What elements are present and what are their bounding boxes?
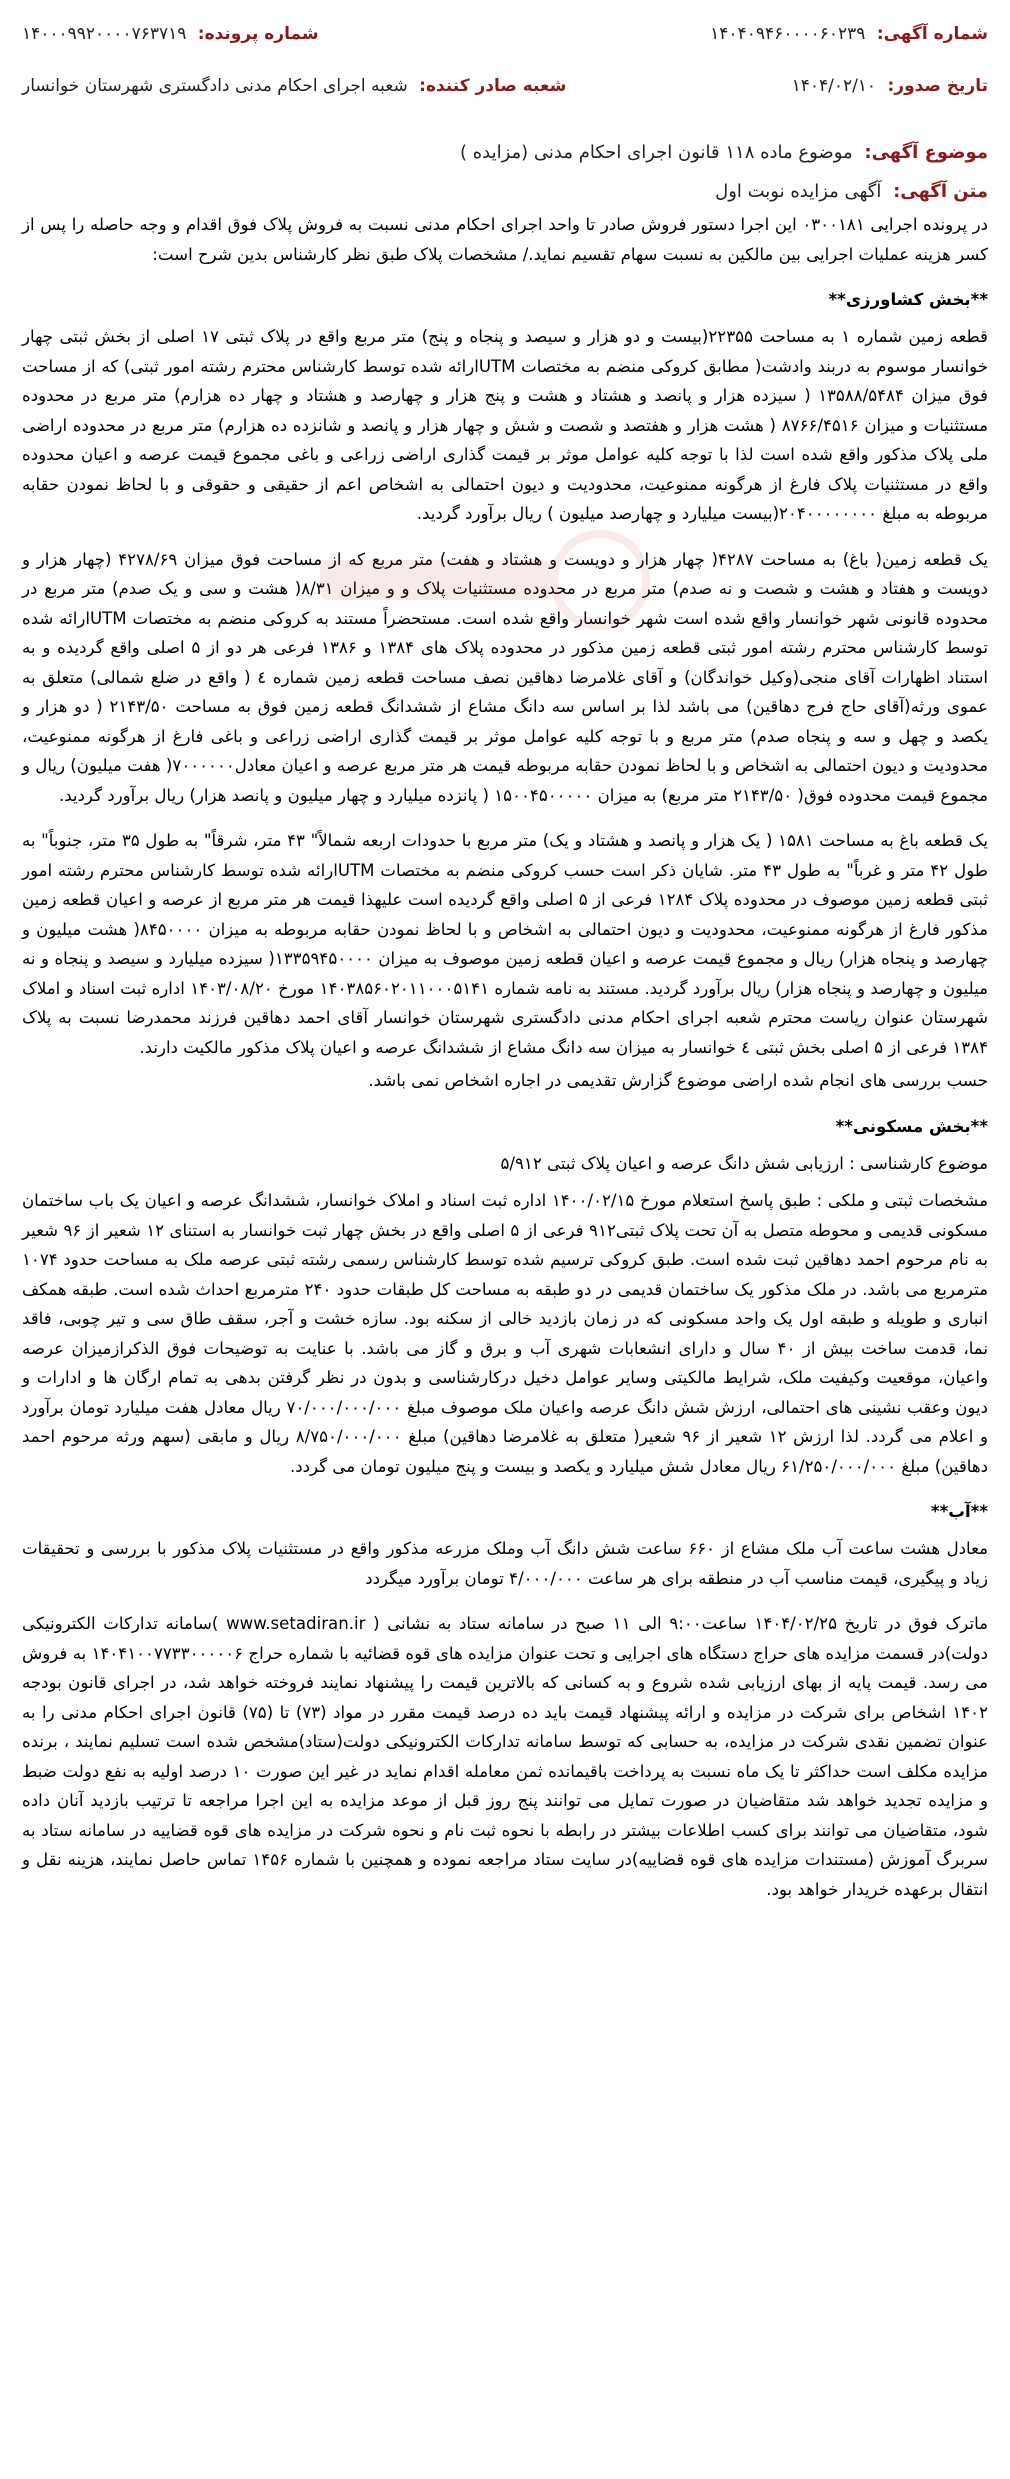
section-agri-title: **بخش کشاورزی** [828, 290, 988, 309]
agri-paragraph-1: قطعه زمین شماره ۱ به مساحت ۲۲۳۵۵(بیست و دو هزار و سیصد و پنجاه و پنج) متر مربع واقع در پلاک ثبتی ۱۷ اصلی از بخش ثبتی چهار خوانسار موسوم به دربند وادشت( مطابق کروکی منضم به مختصات UTMارائه شده توسط کارشناس محترم رشته امور ثبتی) که از مساحت فوق میزان ۱۳۵۸۸/۵۴۸۴ ( سیزده هزار و پانصد و هشتاد و هشت و پنج هزار و چهارصد و هشتاد و چهار ده هزارم) متر مربع در محدوده مستثنیات و میزان ۸۷۶۶/۴۵۱۶ ( هشت هزار و هفتصد و شصت و شش و چهار هزار و پانصد و شانزده ده هزارم) متر مربع در محدوده اراضی ملی پلاک مذکور واقع شده است لذا با توجه کلیه عوامل موثر بر قیمت گذاری اراضی زراعی و باغی مجموع قیمت عرصه و اعیان محدوده واقع در مستثنیات پلاک فارغ از هرگونه ممنوعیت، محدودیت و دیون احتمالی به اشخاص اعم از حقیقی و حقوقی و با لحاظ نمودن حقابه مربوطه به مبلغ ۲۰۴۰۰۰۰۰۰۰۰(بیست میلیارد و چهارصد میلیون ) ریال برآورد گردید. [22, 327, 988, 523]
agri-paragraph-2: یک قطعه زمین( باغ) به مساحت ۴۲۸۷( چهار هزار و دویست و هشتاد و هفت) متر مربع که از مساحت فوق میزان ۴۲۷۸/۶۹ (چهار هزار و دویست و هفتاد و هشت و شصت و نه صدم) متر مربع در محدوده مستثنیات پلاک و و میزان ۸/۳۱( هشت و سی و یک صدم) متر مربع در محدوده قانونی شهر خوانسار واقع شده است شهر خوانسار واقع شده است. مستحضراً مستند به کروکی منضم به مختصات UTMارائه شده توسط کارشناس محترم رشته امور ثبتی قطعه زمین مذکور در محدوده پلاک های ۱۳۸۴ و ۱۳۸۶ فرعی هر دو از ۵ اصلی واقع گردیده و به استناد اظهارات آقای منجی(وکیل خواندگان) و آقای غلامرضا دهاقین نصف مساحت قطعه زمین شماره ٤ ( واقع در ضلع شمالی) متعلق به عموی ورثه(آقای حاج فرج دهاقین) می باشد لذا بر اساس سه دانگ مشاع از ششدانگ قطعه زمین فوق به مساحت ۲۱۴۳/۵۰ ( دو هزار و یکصد و چهل و سه و پنجاه صدم) متر مربع و با توجه کلیه عوامل موثر بر قیمت گذاری اراضی زراعی و باغی فارغ از هرگونه ممنوعیت، محدودیت و دیون احتمالی به اشخاص و با لحاظ نمودن حقابه مربوطه قیمت هر متر مربع عرصه و اعیان معادل۷۰۰۰۰۰۰( هفت میلیون) ریال و مجموع قیمت محدوده فوق( ۲۱۴۳/۵۰ متر مربع) به میزان ۱۵۰۰۴۵۰۰۰۰۰ ( پانزده میلیارد و چهار میلیون و پانصد هزار) ریال برآورد گردید. [22, 549, 989, 805]
issuing-branch-value: شعبه اجرای احکام مدنی دادگستری شهرستان خوانسار [22, 76, 408, 96]
text-value: آگهی مزایده نوبت اول [715, 181, 882, 202]
ad-number-value: ۱۴۰۴۰۹۴۶۰۰۰۰۶۰۲۳۹ [710, 24, 866, 44]
issue-date-value: ۱۴۰۴/۰۲/۱۰ [791, 76, 877, 96]
res-paragraph-1: مشخصات ثبتی و ملکی : طبق پاسخ استعلام مورخ ۱۴۰۰/۰۲/۱۵ اداره ثبت اسناد و املاک خوانسار، ششدانگ عرصه و اعیان یک باب ساختمان مسکونی قدیمی و محوطه متصل به آن تحت پلاک ثبتی۹۱۲ فرعی از ۵ اصلی واقع در بخش چهار ثبت خوانسار به استنای ۱۲ شعیر از ۹۶ شعیر به نام مرحوم احمد دهاقین ثبت شده است. طبق کروکی ترسیم شده توسط کارشناس رسمی رشته ثبتی عرصه ملک به مساحت حدود ۱۰۷۴ مترمربع می باشد. در ملک مذکور یک ساختمان قدیمی در دو طبقه به مساحت کل طبقات حدود ۲۴۰ مترمربع احداث شده است. طبقه همکف انباری و طویله و طبقه اول یک واحد مسکونی که در زمان بازدید خالی از سکنه بود. سازه خشت و آجر، سقف طاق سی و تیر چوبی، فاقد نما، قدمت ساخت بیش از ۴۰ سال و دارای انشعابات شهری آب و برق و گاز می باشد. با عنایت به توضیحات فوق الذکرازمیزان عرصه واعیان، موقعیت وکیفیت ملک، شرایط مالکیتی وسایر عوامل دخیل درکارشناسی و بدون در نظر گرفتن بدهی به تمام ارگان ها و ادارات و دیون وعقب نشینی های احتمالی، ارزش شش دانگ عرصه واعیان ملک موصوف مبلغ ۷۰/۰۰۰/۰۰۰/۰۰۰ ریال معادل هفت میلیارد تومان برآورد و اعلام می گردد. لذا ارزش ۱۲ شعیر از ۹۶ شعیر( متعلق به غلامرضا دهاقین) مبلغ ۸/۷۵۰/۰۰۰/۰۰۰ ریال و مابقی (سهم ورثه مرحوم احمد دهاقین) مبلغ ۶۱/۲۵۰/۰۰۰/۰۰۰ ریال معادل شش میلیارد و یکصد و بیست و پنج میلیون تومان می گردد. [22, 1191, 989, 1476]
issue-date [792, 76, 988, 96]
text-label: متن آگهی: [893, 181, 988, 202]
notice-text-header [22, 181, 988, 202]
subject-label: موضوع آگهی: [864, 142, 988, 163]
case-number-value: ۱۴۰۰۰۹۹۲۰۰۰۰۷۶۳۷۱۹ [22, 24, 187, 44]
section-water-title: **آب** [930, 1502, 988, 1521]
case-number-label: شماره پرونده: [197, 24, 319, 44]
case-number [22, 24, 319, 44]
section-res-title: **بخش مسکونی** [835, 1116, 988, 1136]
auction-paragraph: ماترک فوق در تاریخ ۱۴۰۴/۰۲/۲۵ ساعت۹:۰۰ الی ۱۱ صبح در سامانه ستاد به نشانی ( www.setadiran.ir )سامانه تدارکات الکترونیکی دولت)در قسمت مزایده های حراج دستگاه های اجرایی و تحت عنوان مزایده های قوه قضائیه با شماره حراج ۱۴۰۴۱۰۰۷۷۳۳۰۰۰۰۰۶ به فروش می رسد. قیمت پایه از بهای ارزیابی شده شروع و به کسانی که بالاترین قیمت را پیشنهاد نمایند فروخته خواهد شد، در اجرای قانون بودجه ۱۴۰۲ اشخاص برای شرکت در مزایده و ارائه پیشنهاد قیمت باید ده درصد قیمت مقرر در مواد (۷۳) تا (۷۵) قانون اجرای احکام مدنی را به عنوان تضمین نقدی شرکت در مزایده، به حسابی که توسط سامانه تدارکات الکترونیکی دولت(ستاد)مشخص شده است تسلیم نمایند ، برنده مزایده مکلف است حداکثر تا یک ماه نسبت به پرداخت باقیمانده ثمن معامله اقدام نماید در غیر این صورت ۱۰ درصد اولیه به نفع دولت ضبط و مزایده تجدید خواهد شد متقاضیان در صورت تمایل می توانند پنج روز قبل از موعد مزایده به این اجرا مراجعه تا ترتیب بازدید آنان داده شود، متقاضیان می توانند برای کسب اطلاعات بیشتر در رابطه با نحوه ثبت نام و نحوه شرکت در مزایده های قوه قضاییه در سامانه ستاد به سربرگ آموزش (مستندات مزایده های قوه قضاییه)در سایت ستاد مراجعه نموده و همچنین با شماره ۱۴۵۶ تماس حاصل نمایند، هزینه نقل و انتقال برعهده خریدار خواهد بود. [22, 1614, 989, 1899]
issue-date-label: تاریخ صدور: [887, 76, 988, 96]
ad-number-label: شماره آگهی: [876, 24, 988, 44]
res-subject: موضوع کارشناسی : ارزیابی شش دانگ عرصه و اعیان پلاک ثبتی ۵/۹۱۲ [500, 1153, 988, 1173]
issuing-branch-label: شعبه صادر کننده: [419, 76, 567, 96]
notice-body [22, 210, 988, 1904]
agri-paragraph-3: یک قطعه باغ به مساحت ۱۵۸۱ ( یک هزار و پانصد و هشتاد و یک) متر مربع با حدودات اربعه شمالاً" ۴۳ متر، شرقاً" به طول ۳۵ متر، جنوباً" به طول ۴۲ متر و غرباً" به طول ۴۳ متر. شایان ذکر است حسب کروکی منضم به مختصات UTMارائه شده توسط کارشناس محترم رشته امور ثبتی قطعه زمین موصوف در محدوده پلاک ۱۲۸۴ فرعی از ۵ اصلی واقع گردیده است علیهذا قیمت هر متر مربع از عرصه و اعیان قطعه زمین مذکور فارغ از هرگونه ممنوعیت، محدودیت و دیون احتمالی به اشخاص و با لحاظ نمودن حقابه مربوطه به میزان ۸۴۵۰۰۰۰( هشت میلیون و چهارصد و پنجاه هزار) ریال و مجموع قیمت عرصه و اعیان قطعه زمین موصوف به میزان ۱۳۳۵۹۴۵۰۰۰۰( سیزده میلیارد و سیصد و پنجاه و نه میلیون و چهارصد و پنجاه هزار) ریال برآورد گردید. مستند به نامه شماره ۱۴۰۳۸۵۶۰۲۰۱۱۰۰۰۵۱۴۱ مورخ ۱۴۰۳/۰۸/۲۰ اداره ثبت اسناد و املاک شهرستان عنوان ریاست محترم شعبه اجرای احکام مدنی دادگستری شهرستان خوانسار آقای احمد دهاقین فرزند محمدرضا نسبت به پلاک ۱۳۸۴ فرعی از ۵ اصلی بخش ثبتی ٤ خوانسار به میزان سه دانگ مشاع از ششدانگ عرصه و اعیان پلاک مذکور مالکیت دارند. [22, 831, 989, 1057]
water-paragraph-1: معادل هشت ساعت آب ملک مشاع از ۶۶۰ ساعت شش دانگ آب وملک مزرعه مذکور واقع در مستثنیات پلاک مذکور با بررسی و تحقیقات زیاد و پیگیری، قیمت مناسب آب در منطقه برای هر ساعت ۴/۰۰۰/۰۰۰ تومان برآورد میگردد [22, 1539, 989, 1588]
issuing-branch [22, 76, 566, 96]
subject-value: موضوع ماده ۱۱۸ قانون اجرای احکام مدنی (مزایده ) [459, 142, 853, 163]
ad-number [710, 24, 988, 44]
notice-meta [22, 18, 988, 138]
notice-subject [22, 142, 988, 163]
agri-note: حسب بررسی های انجام شده اراضی موضوع گزارش تقدیمی در اجاره اشخاص نمی باشد. [368, 1071, 988, 1090]
intro-paragraph: در پرونده اجرایی ۰۳۰۰۱۸۱ این اجرا دستور فروش صادر تا واحد اجرای احکام مدنی نسبت به فروش پلاک فوق اقدام و وجه حاصله را پس از کسر هزینه عملیات اجرایی بین مالکین به نسبت سهام تقسیم نماید./ مشخصات پلاک طبق نظر کارشناس بدین شرح است: [22, 215, 988, 264]
